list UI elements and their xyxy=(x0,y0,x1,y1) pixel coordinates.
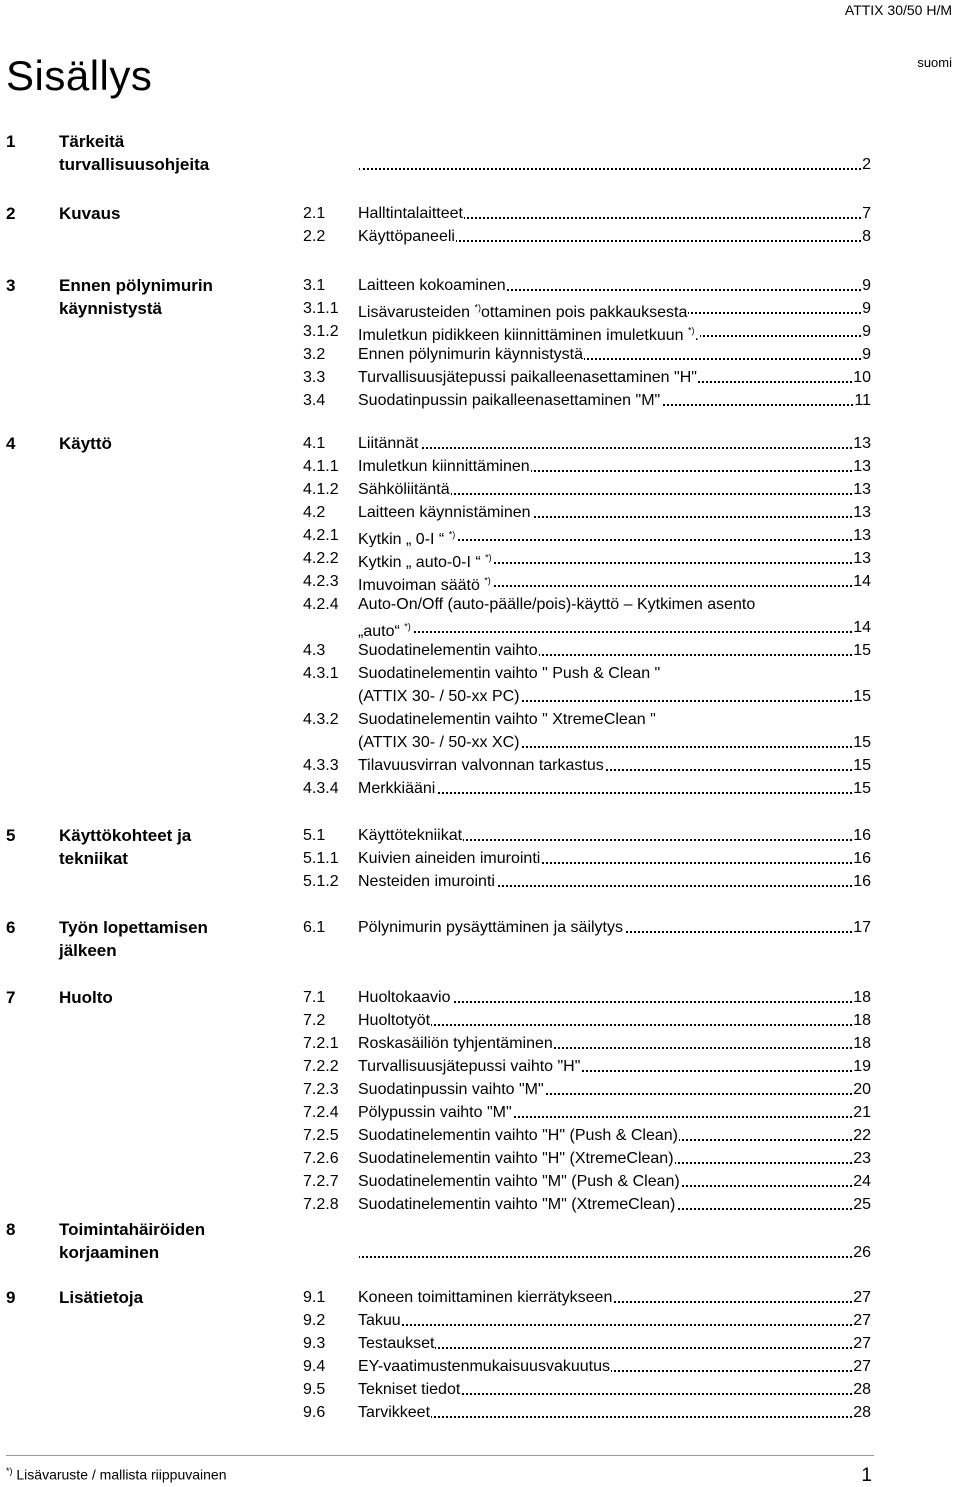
entry-title: Kytkin „ 0-I “ *) xyxy=(358,530,456,547)
section-entries xyxy=(303,1218,871,1264)
toc-entry[interactable] xyxy=(303,153,871,176)
toc-entry[interactable] xyxy=(303,1332,871,1355)
entry-number: 7.1 xyxy=(303,989,326,1006)
dot-leader xyxy=(358,1324,852,1326)
entry-number xyxy=(303,685,358,708)
entry-title: Imuvoiman säätö *) xyxy=(358,576,491,593)
entry-page-number: 14 xyxy=(852,570,871,593)
entry-page-number: 14 xyxy=(852,616,871,639)
entry-number: 4.3 xyxy=(303,642,326,659)
section-entries xyxy=(303,432,871,800)
toc-entry[interactable] xyxy=(303,616,871,639)
toc-entry[interactable] xyxy=(303,1309,871,1332)
toc-entry[interactable] xyxy=(303,432,871,455)
entry-page-number: 15 xyxy=(852,777,871,800)
toc-entry[interactable] xyxy=(303,708,871,731)
entry-number: 3.2 xyxy=(303,346,326,363)
section-entries xyxy=(303,916,871,939)
entry-title: Testaukset xyxy=(358,1335,435,1352)
entry-page-number: 15 xyxy=(852,754,871,777)
dot-leader xyxy=(358,631,852,633)
document-code: ATTIX 30/50 H/M xyxy=(844,2,952,18)
footnote-divider xyxy=(6,1455,874,1456)
section-number: 4 xyxy=(6,434,16,453)
entry-page-number: 20 xyxy=(852,1078,871,1101)
entry-number: 9.2 xyxy=(303,1312,326,1329)
toc-entry[interactable] xyxy=(303,986,871,1009)
entry-number: 4.1.1 xyxy=(303,458,339,475)
entry-page-number: 18 xyxy=(852,1009,871,1032)
entry-title xyxy=(358,156,359,173)
toc-entry[interactable] xyxy=(303,1401,871,1424)
toc-entry[interactable] xyxy=(303,639,871,662)
toc-entry[interactable] xyxy=(303,524,871,547)
toc-entry[interactable] xyxy=(303,916,871,939)
entry-page-number: 13 xyxy=(852,455,871,478)
toc-section xyxy=(0,432,960,800)
entry-page-number: 9 xyxy=(861,343,871,366)
entry-page-number: 15 xyxy=(852,639,871,662)
section-title: Käyttö xyxy=(59,434,112,453)
section-title: Kuvaus xyxy=(59,204,121,223)
entry-title: Suodatinelementin vaihto "M" (XtremeClean) xyxy=(358,1196,676,1213)
section-number: 1 xyxy=(6,132,16,151)
section-title: Työn lopettamisen jälkeen xyxy=(59,918,208,960)
entry-page-number: 28 xyxy=(852,1401,871,1424)
entry-title: Merkkiääni xyxy=(358,780,436,797)
entry-number: 4.1 xyxy=(303,435,326,452)
entry-number: 4.2 xyxy=(303,504,326,521)
entry-number: 3.3 xyxy=(303,369,326,386)
toc-section xyxy=(0,202,960,248)
toc-entry[interactable] xyxy=(303,593,871,616)
entry-number: 7.2.2 xyxy=(303,1058,339,1075)
toc-entry[interactable] xyxy=(303,547,871,570)
entry-title: EY-vaatimustenmukaisuusvakuutus xyxy=(358,1358,610,1375)
toc-entry[interactable] xyxy=(303,754,871,777)
entry-page-number: 27 xyxy=(852,1355,871,1378)
entry-page-number: 15 xyxy=(852,731,871,754)
entry-page-number: 18 xyxy=(852,986,871,1009)
entry-page-number: 22 xyxy=(852,1124,871,1147)
toc-entry[interactable] xyxy=(303,1147,871,1170)
dot-leader xyxy=(358,168,861,170)
entry-number: 4.3.2 xyxy=(303,711,339,728)
toc-entry[interactable] xyxy=(303,389,871,412)
toc-entry[interactable] xyxy=(303,366,871,389)
page-number: 1 xyxy=(861,1465,872,1486)
entry-title: Sähköliitäntä xyxy=(358,481,450,498)
entry-page-number: 9 xyxy=(861,320,871,343)
entry-page-number: 28 xyxy=(852,1378,871,1401)
toc-entry[interactable] xyxy=(303,274,871,297)
toc-entry[interactable] xyxy=(303,570,871,593)
entry-number: 7.2.5 xyxy=(303,1127,339,1144)
entry-number: 9.6 xyxy=(303,1404,326,1421)
entry-title: (ATTIX 30- / 50-xx PC) xyxy=(358,688,520,705)
entry-title: Huoltotyöt xyxy=(358,1012,431,1029)
toc-entry[interactable] xyxy=(303,1032,871,1055)
entry-page-number: 13 xyxy=(852,432,871,455)
entry-page-number: 25 xyxy=(852,1193,871,1216)
entry-page-number: 24 xyxy=(852,1170,871,1193)
entry-title: Roskasäiliön tyhjentäminen xyxy=(358,1035,553,1052)
toc-entry[interactable] xyxy=(303,343,871,366)
entry-page-number: 13 xyxy=(852,547,871,570)
toc-entry[interactable] xyxy=(303,1378,871,1401)
entry-page-number: 27 xyxy=(852,1286,871,1309)
entry-page-number: 10 xyxy=(852,366,871,389)
entry-title: Turvallisuusjätepussi paikalleenasettaminen "H" xyxy=(358,369,697,386)
entry-page-number: 9 xyxy=(861,297,871,320)
entry-title: Suodatinelementin vaihto " XtremeClean " xyxy=(358,711,656,728)
entry-title: Suodatinelementin vaihto "H" (Push & Clean) xyxy=(358,1127,678,1144)
entry-title: Ennen pölynimurin käynnistystä xyxy=(358,346,584,363)
entry-title: Käyttöpaneeli xyxy=(358,228,455,245)
entry-number: 7.2.3 xyxy=(303,1081,339,1098)
entry-title: Käyttötekniikat xyxy=(358,827,463,844)
section-entries xyxy=(303,274,871,412)
toc-entry[interactable] xyxy=(303,1193,871,1216)
section-entries xyxy=(303,1286,871,1424)
entry-title: (ATTIX 30- / 50-xx XC) xyxy=(358,734,520,751)
entry-number: 4.2.4 xyxy=(303,596,339,613)
entry-title: Pölypussin vaihto "M" xyxy=(358,1104,512,1121)
entry-number: 5.1.1 xyxy=(303,850,339,867)
toc-entry[interactable] xyxy=(303,1170,871,1193)
toc-entry[interactable] xyxy=(303,662,871,685)
entry-number: 4.2.2 xyxy=(303,550,339,567)
entry-title: Turvallisuusjätepussi vaihto "H" xyxy=(358,1058,581,1075)
section-entries xyxy=(303,824,871,893)
entry-title xyxy=(358,1244,359,1261)
toc-entry[interactable] xyxy=(303,455,871,478)
section-number: 2 xyxy=(6,204,16,223)
entry-page-number: 18 xyxy=(852,1032,871,1055)
entry-number: 4.3.1 xyxy=(303,665,339,682)
entry-title: Lisävarusteiden *)ottaminen pois pakkauksesta xyxy=(358,303,688,320)
entry-number: 3.1.1 xyxy=(303,300,339,317)
entry-number: 3.4 xyxy=(303,392,326,409)
entry-page-number: 9 xyxy=(861,274,871,297)
entry-number: 4.3.3 xyxy=(303,757,339,774)
entry-page-number: 16 xyxy=(852,870,871,893)
toc-section xyxy=(0,1218,960,1264)
footnote: *) Lisävaruste / mallista riippuvainen xyxy=(6,1466,227,1483)
toc-entry[interactable] xyxy=(303,202,871,225)
entry-number: 6.1 xyxy=(303,919,326,936)
entry-title: Suodatinpussin paikalleenasettaminen "M" xyxy=(358,392,661,409)
entry-title: Suodatinelementin vaihto "M" (Push & Clean) xyxy=(358,1173,680,1190)
entry-number: 9.3 xyxy=(303,1335,326,1352)
entry-title: Tilavuusvirran valvonnan tarkastus xyxy=(358,757,604,774)
entry-page-number: 2 xyxy=(861,153,871,176)
section-number: 9 xyxy=(6,1288,16,1307)
entry-title: Suodatinpussin vaihto "M" xyxy=(358,1081,544,1098)
entry-title: Koneen toimittaminen kierrätykseen xyxy=(358,1289,613,1306)
toc-entry[interactable] xyxy=(303,501,871,524)
dot-leader xyxy=(358,1024,852,1026)
toc-entry[interactable] xyxy=(303,320,871,343)
dot-leader xyxy=(358,1256,852,1258)
entry-number: 9.4 xyxy=(303,1358,326,1375)
entry-page-number: 16 xyxy=(852,847,871,870)
page-title: Sisällys xyxy=(6,52,153,99)
toc-entry[interactable] xyxy=(303,1078,871,1101)
entry-title: Huoltokaavio xyxy=(358,989,451,1006)
section-title: Huolto xyxy=(59,988,113,1007)
entry-page-number: 13 xyxy=(852,524,871,547)
toc-section xyxy=(0,916,960,960)
entry-title: Imuletkun pidikkeen kiinnittäminen imuletkuun *). xyxy=(358,326,699,343)
toc-entry[interactable] xyxy=(303,870,871,893)
entry-page-number: 21 xyxy=(852,1101,871,1124)
toc-entry[interactable] xyxy=(303,1101,871,1124)
entry-title: Liitännät xyxy=(358,435,419,452)
section-number: 8 xyxy=(6,1220,16,1239)
entry-page-number: 13 xyxy=(852,501,871,524)
toc-section xyxy=(0,986,960,1216)
toc-entry[interactable] xyxy=(303,1055,871,1078)
entry-title: Auto-On/Off (auto-päälle/pois)-käyttö – Kytkimen asento xyxy=(358,596,756,613)
entry-title: Suodatinelementin vaihto " Push & Clean " xyxy=(358,665,661,682)
entry-title: Takuu xyxy=(358,1312,401,1329)
dot-leader xyxy=(358,447,852,449)
section-number: 5 xyxy=(6,826,16,845)
entry-title: Imuletkun kiinnittäminen xyxy=(358,458,530,475)
entry-number: 4.1.2 xyxy=(303,481,339,498)
entry-number: 7.2.1 xyxy=(303,1035,339,1052)
dot-leader xyxy=(358,1416,852,1418)
entry-number: 4.2.3 xyxy=(303,573,339,590)
entry-number xyxy=(303,616,358,639)
entry-number: 7.2.7 xyxy=(303,1173,339,1190)
toc-entry[interactable] xyxy=(303,685,871,708)
section-title: Ennen pölynimurin käynnistystä xyxy=(59,276,213,318)
language-label: suomi xyxy=(917,55,952,70)
toc-entry[interactable] xyxy=(303,297,871,320)
entry-title: Pölynimurin pysäyttäminen ja säilytys xyxy=(358,919,623,936)
entry-title: Halltintalaitteet xyxy=(358,205,463,222)
entry-title: Kytkin „ auto-0-I “ *) xyxy=(358,553,492,570)
toc-section xyxy=(0,1286,960,1424)
entry-number xyxy=(303,153,358,176)
section-title: Tärkeitä turvallisuusohjeita xyxy=(59,132,210,174)
toc-section xyxy=(0,274,960,412)
entry-page-number: 19 xyxy=(852,1055,871,1078)
entry-number: 7.2.4 xyxy=(303,1104,339,1121)
entry-number: 4.2.1 xyxy=(303,527,339,544)
entry-number: 7.2.8 xyxy=(303,1196,339,1213)
toc-entry[interactable] xyxy=(303,731,871,754)
entry-page-number: 26 xyxy=(852,1241,871,1264)
section-number: 3 xyxy=(6,276,16,295)
entry-page-number: 8 xyxy=(861,225,871,248)
entry-page-number: 27 xyxy=(852,1309,871,1332)
entry-title: Laitteen kokoaminen xyxy=(358,277,506,294)
section-number: 6 xyxy=(6,918,16,937)
entry-number: 5.1 xyxy=(303,827,326,844)
toc-entry[interactable] xyxy=(303,1241,871,1264)
toc-entry[interactable] xyxy=(303,777,871,800)
toc-entry[interactable] xyxy=(303,1124,871,1147)
entry-number: 4.3.4 xyxy=(303,780,339,797)
toc-entry[interactable] xyxy=(303,1286,871,1309)
toc-entry[interactable] xyxy=(303,824,871,847)
toc-entry[interactable] xyxy=(303,1009,871,1032)
toc-entry[interactable] xyxy=(303,225,871,248)
section-entries xyxy=(303,202,871,248)
entry-number: 3.1 xyxy=(303,277,326,294)
toc-entry[interactable] xyxy=(303,1355,871,1378)
entry-page-number: 17 xyxy=(852,916,871,939)
section-title: Käyttökohteet ja tekniikat xyxy=(59,826,192,868)
section-number: 7 xyxy=(6,988,16,1007)
entry-number: 9.1 xyxy=(303,1289,326,1306)
entry-number: 7.2.6 xyxy=(303,1150,339,1167)
entry-title: Nesteiden imurointi xyxy=(358,873,495,890)
entry-title: Tekniset tiedot xyxy=(358,1381,461,1398)
entry-page-number: 15 xyxy=(852,685,871,708)
toc-entry[interactable] xyxy=(303,847,871,870)
entry-number: 5.1.2 xyxy=(303,873,339,890)
toc-section xyxy=(0,824,960,893)
toc-section xyxy=(0,130,960,176)
entry-title: „auto“ *) xyxy=(358,622,411,639)
entry-number xyxy=(303,731,358,754)
entry-number xyxy=(303,1241,358,1264)
entry-number: 9.5 xyxy=(303,1381,326,1398)
entry-page-number: 23 xyxy=(852,1147,871,1170)
entry-page-number: 11 xyxy=(853,389,871,412)
entry-page-number: 7 xyxy=(861,202,871,225)
entry-number: 3.1.2 xyxy=(303,323,339,340)
section-title: Lisätietoja xyxy=(59,1288,144,1307)
entry-page-number: 16 xyxy=(852,824,871,847)
entry-title: Kuivien aineiden imurointi xyxy=(358,850,541,867)
toc-entry[interactable] xyxy=(303,478,871,501)
entry-page-number: 13 xyxy=(852,478,871,501)
entry-title: Suodatinelementin vaihto "H" (XtremeClean) xyxy=(358,1150,674,1167)
entry-page-number: 27 xyxy=(852,1332,871,1355)
entry-title: Tarvikkeet xyxy=(358,1404,431,1421)
entry-number: 7.2 xyxy=(303,1012,326,1029)
section-title: Toimintahäiröiden korjaaminen xyxy=(59,1220,206,1262)
section-entries xyxy=(303,130,871,176)
entry-title: Laitteen käynnistäminen xyxy=(358,504,531,521)
entry-number: 2.2 xyxy=(303,228,326,245)
section-entries xyxy=(303,986,871,1216)
entry-number: 2.1 xyxy=(303,205,326,222)
entry-title: Suodatinelementin vaihto xyxy=(358,642,538,659)
